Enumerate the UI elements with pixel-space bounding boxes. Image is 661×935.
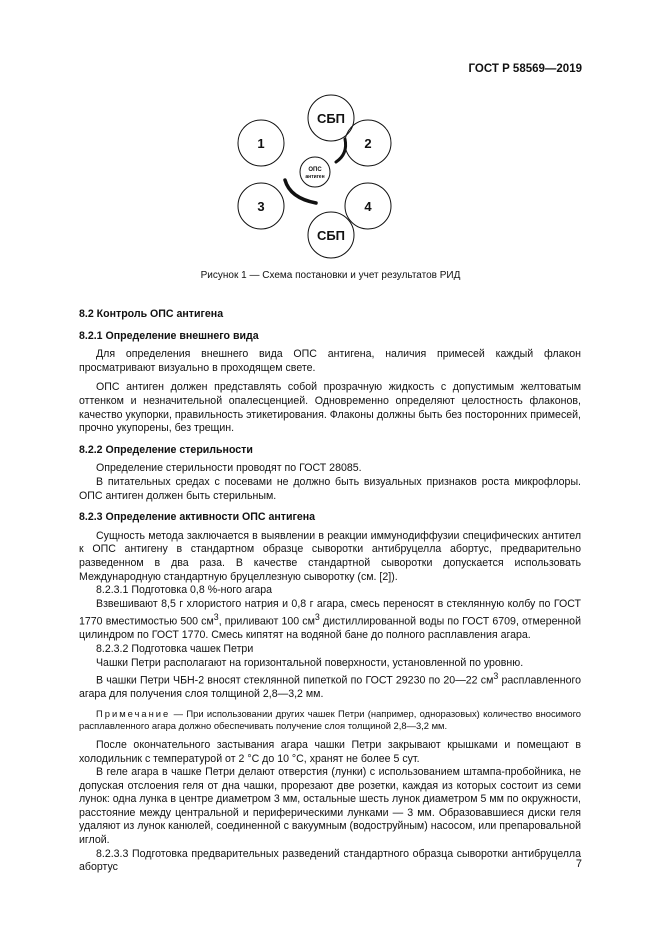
text-part: дистиллированной воды по ГОСТ 6709, отмеренной цилиндром по ГОСТ 1770. Смесь кипятят на водяной бане до полного расплавления агара.	[79, 615, 581, 642]
text-part: расплавленного агара для получения слоя толщиной 2,8—3,2 мм.	[79, 674, 581, 701]
document-id: ГОСТ Р 58569—2019	[468, 63, 582, 75]
paragraph: В питательных средах с посевами не должно быть визуальных признаков роста микрофлоры. ОПС антиген должен быть стерильным.	[79, 475, 581, 502]
paragraph: Для определения внешнего вида ОПС антигена, наличия примесей каждый флакон просматривают визуально в проходящем свете.	[79, 348, 581, 374]
label-4: 4	[364, 199, 372, 214]
section-8-2-2-title: 8.2.2 Определение стерильности	[79, 443, 253, 456]
paragraph	[79, 598, 581, 643]
paragraph: Определение стерильности проводят по ГОСТ 28085.	[96, 462, 362, 475]
superscript: 3	[314, 612, 320, 623]
text-part: В чашки Петри ЧБН-2 вносят стеклянной пипеткой по ГОСТ 29230 по 20—22 см	[96, 674, 494, 687]
section-8-2-1-title: 8.2.1 Определение внешнего вида	[79, 329, 259, 342]
page-number: 7	[575, 858, 582, 870]
note-label: Примечание	[96, 707, 171, 719]
note	[79, 708, 581, 733]
paragraph	[79, 670, 581, 702]
subsection-8-2-3-3-title: 8.2.3.3 Подготовка предварительных разведений стандартного образца сыворотки антибруцелла абортус	[79, 847, 581, 874]
label-bottom-sbp: СБП	[316, 228, 346, 243]
superscript: 3	[213, 612, 219, 623]
superscript: 3	[493, 671, 499, 682]
label-top-sbp: СБП	[316, 111, 346, 126]
paragraph: После окончательного застывания агара чашки Петри закрывают крышками и помещают в холодильник с температурой от 2 °С до 10 °С, хранят не более 5 сут.	[79, 738, 581, 765]
paragraph: Сущность метода заключается в выявлении в реакции иммунодиффузии специфических антител к ОПС антигену в стандартном образце сыворотки антибруцелла абортус, предварительно разведенном в два раза. В качестве стандартной сыворотки допускается использовать Международную стандартную бруцеллезную сыворотку (см. [2]).	[79, 529, 581, 583]
subsection-8-2-3-2-title: 8.2.3.2 Подготовка чашек Петри	[96, 643, 254, 655]
section-8-2-3-title: 8.2.3 Определение активности ОПС антигена	[79, 511, 316, 524]
text-part: Взвешивают 8,5 г хлористого натрия и 0,8 г агара, смесь переносят в стеклянную колбу по ГОСТ 1770 вместимостью 500 см	[79, 597, 581, 628]
label-center-antigen: антиген	[305, 174, 325, 180]
precipitation-arc-top	[336, 139, 346, 162]
paragraph: ОПС антиген должен представлять собой прозрачную жидкость с допустимым желтоватым оттенком и незначительной опалесценцией. Одновременно определяют целостность флаконов, качество укупорки, правильность этикетирования. Флаконы должны быть без посторонних примесей, прочно укупорены, без трещин.	[79, 381, 581, 435]
label-3: 3	[257, 199, 265, 214]
figure-caption: Рисунок 1 — Схема постановки и учет результатов РИД	[200, 270, 461, 281]
section-8-2-title: 8.2 Контроль ОПС антигена	[79, 308, 224, 320]
rid-scheme-figure	[232, 92, 432, 262]
document-body	[79, 299, 581, 875]
subsection-8-2-3-1-title: 8.2.3.1 Подготовка 0,8 %-ного агара	[96, 584, 273, 597]
paragraph: В геле агара в чашке Петри делают отверстия (лунки) с использованием штампа-пробойника, не допуская отслоения геля от дна чашки, прорезают две розетки, каждая из которых состоит из семи лунок: одна лунка в центре диаметром 3 мм, остальные шесть лунок диаметром 5 мм по окружности, расстояние между центральной и периферическими лунками — 3 мм. Образовавшиеся диски геля удаляют из лунок канюлей, соединенной с вакуумным (водоструйным) насосом, или препаровальной иглой.	[79, 766, 581, 847]
precipitation-arc-bottom	[285, 180, 316, 203]
label-2: 2	[364, 136, 372, 151]
text-part: , приливают 100 см	[218, 615, 315, 628]
label-center-ops: ОПС	[308, 167, 322, 173]
paragraph: Чашки Петри располагают на горизонтальной поверхности, установленной по уровню.	[96, 656, 524, 669]
label-1: 1	[257, 136, 265, 151]
note-text: — При использовании других чашек Петри (например, одноразовых) количество вносимого расплавленного агара должно обеспечивать получение слоя толщиной 2,8—3,2 мм.	[79, 707, 581, 732]
